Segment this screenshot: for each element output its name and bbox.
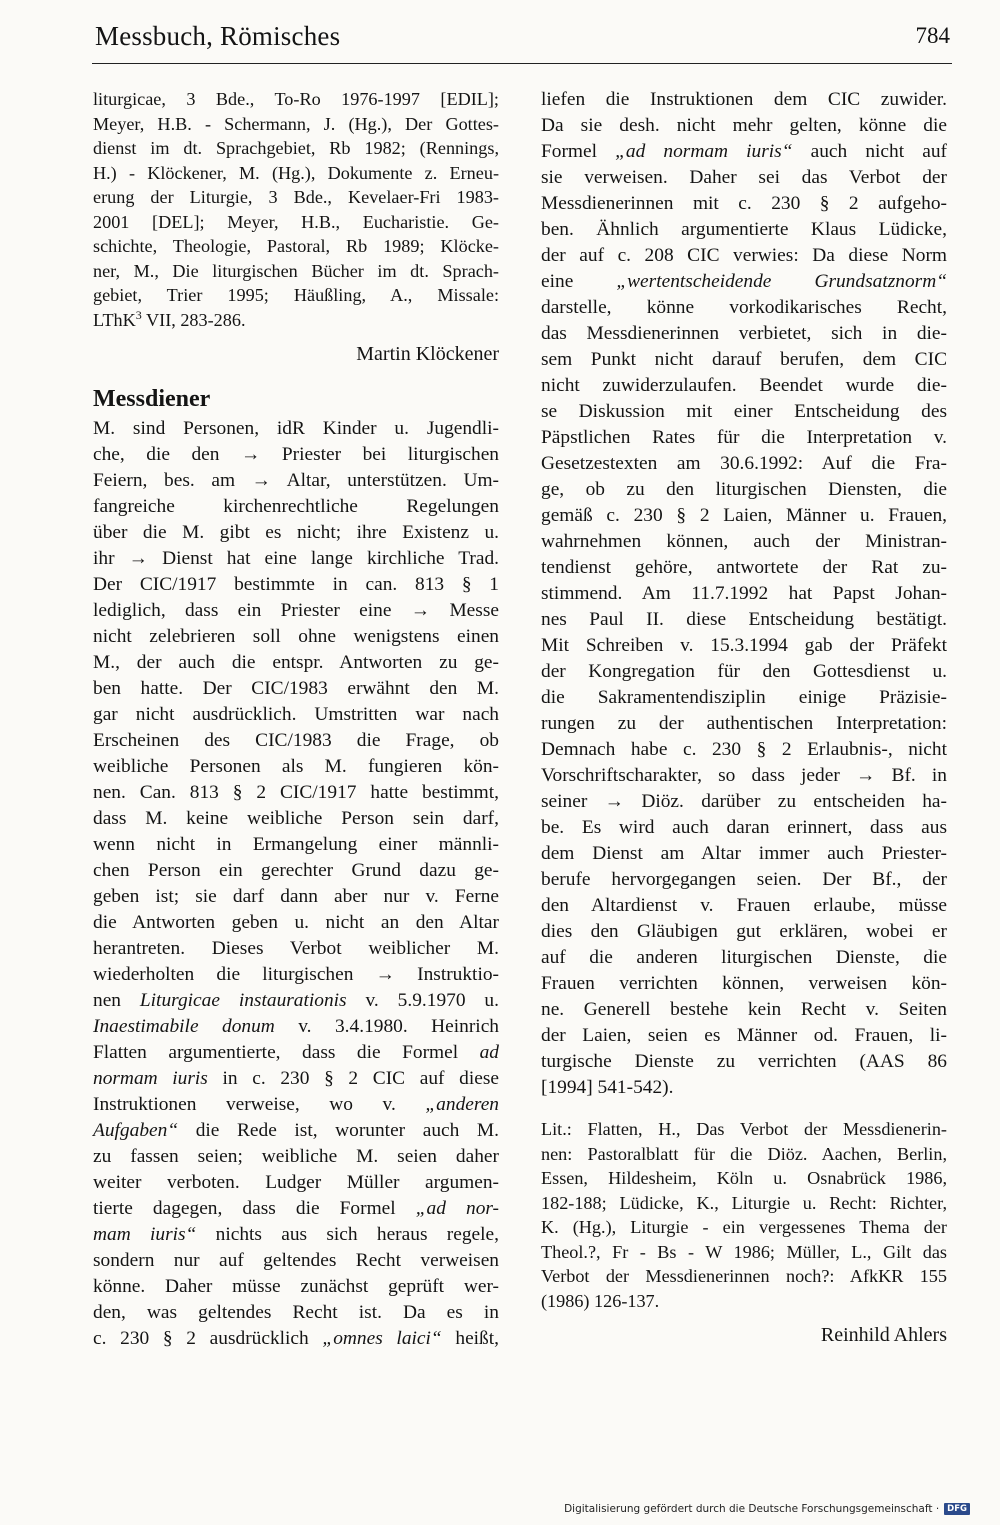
page-number: 784 — [915, 23, 950, 48]
body-line: tierte dagegen, dass die Formel „ad nor- — [93, 1198, 500, 1219]
body-line: wiederholten die liturgischen → Instruktio- — [93, 964, 499, 985]
literature-line: erung der Liturgie, 3 Bde., Kevelaer-Fri 1983- — [93, 187, 499, 207]
literature-line: dienst im dt. Sprachgebiet, Rb 1982; (Rennings, — [93, 138, 499, 158]
literature-line: Theol.?, Fr - Bs - W 1986; Müller, L., Gilt das — [541, 1241, 947, 1262]
literature-line: ner, M., Die liturgischen Bücher im dt. Sprach- — [93, 260, 499, 281]
author-signature: Martin Klöckener — [356, 343, 499, 365]
body-line: mam iuris“ nichts aus sich heraus regele, — [93, 1224, 499, 1245]
body-line: nicht zelebrieren soll ohne wenigstens einen — [93, 626, 499, 647]
body-line: sie verweisen. Daher sei das Verbot der — [541, 167, 947, 188]
body-line: das Messdienerinnen verbietet, sich in die- — [541, 323, 947, 344]
body-line: der Laien, seien es Männer od. Frauen, li- — [541, 1025, 947, 1046]
body-line: die Antworten geben u. nicht an den Altar — [93, 912, 499, 933]
body-line: tendienst gehöre, antwortete der Rat zu- — [541, 557, 947, 578]
body-line: turgische Dienste zu verrichten (AAS 86 — [541, 1051, 947, 1072]
body-line: den Altardienst v. Frauen erlaube, müsse — [541, 895, 947, 916]
body-line: [1994] 541-542). — [541, 1077, 674, 1098]
article-body — [93, 416, 499, 988]
body-line: c. 230 § 2 ausdrücklich „omnes laici“ heißt, — [93, 1328, 499, 1349]
body-line: ge, ob zu den liturgischen Diensten, die — [541, 479, 947, 500]
body-line: weiter verboten. Ludger Müller argumen- — [93, 1172, 499, 1193]
footer-text: Digitalisierung gefördert durch die Deutsche Forschungsgemeinschaft · — [564, 1503, 940, 1515]
body-line: sondern nur auf geltendes Recht verweisen — [93, 1250, 499, 1271]
body-line: über die M. gibt es nicht; ihre Existenz u. — [93, 522, 499, 543]
literature-line: gebiet, Trier 1995; Häußling, A., Missale: — [93, 285, 499, 305]
body-line: nen. Can. 813 § 2 CIC/1917 hatte bestimmt, — [93, 782, 499, 803]
body-line: Päpstlichen Rates für die Interpretation v. — [541, 427, 947, 448]
body-line: M. sind Personen, idR Kinder u. Jugendli- — [93, 418, 499, 439]
body-line: Da sie desh. nicht mehr gelten, könne die — [541, 115, 947, 136]
body-line: den, was geltendes Recht ist. Da es in — [93, 1302, 499, 1323]
body-line: ben hatte. Der CIC/1983 erwähnt den M. — [93, 678, 499, 699]
body-line: se Diskussion mit einer Entscheidung des — [541, 401, 947, 422]
right-column — [541, 87, 947, 1349]
body-line: eine „wertentscheidende Grundsatznorm“ — [541, 271, 947, 292]
literature-list — [93, 87, 499, 308]
body-line: Erscheinen des CIC/1983 die Frage, ob — [93, 730, 499, 751]
body-line: Inaestimabile donum v. 3.4.1980. Heinrich — [93, 1016, 499, 1037]
body-line: be. Es wird auch daran erinnert, dass aus — [541, 817, 947, 838]
body-line: Formel „ad normam iuris“ auch nicht auf — [541, 141, 947, 162]
body-line: zu fassen seien; weibliche M. seien daher — [93, 1146, 499, 1167]
body-line: che, die den → Priester bei liturgischen — [93, 444, 499, 465]
literature-line: H.) - Klöckener, M. (Hg.), Dokumente z. Erneu- — [93, 162, 499, 183]
body-line: normam iuris in c. 230 § 2 CIC auf diese — [93, 1068, 499, 1089]
literature-list — [541, 1117, 947, 1289]
digitization-footer — [564, 1503, 970, 1515]
literature-line: LThK$^3$ VII, 283-286. — [93, 307, 246, 330]
body-line: Messdienerinnen mit c. 230 § 2 aufgeho- — [541, 193, 947, 214]
literature-line: schichte, Theologie, Pastoral, Rb 1989; Klöcke- — [93, 236, 499, 256]
article-heading: Messdiener — [93, 386, 211, 412]
body-line: wahrnehmen können, auch der Ministran- — [541, 531, 947, 552]
body-line: nen Liturgicae instaurationis v. 5.9.1970 u. — [93, 990, 499, 1011]
body-line: weibliche Personen als M. fungieren kön- — [93, 756, 499, 777]
page-header — [95, 18, 950, 60]
dfg-logo: DFG — [944, 1503, 970, 1515]
body-line: ben. Ähnlich argumentierte Klaus Lüdicke, — [541, 219, 947, 240]
body-line: der Kongregation für den Gottesdienst u. — [541, 661, 947, 682]
article-body-continued — [541, 295, 947, 1075]
literature-line: Verbot der Messdienerinnen noch?: AfkKR 155 — [541, 1266, 947, 1286]
body-line: Gesetzestexten am 30.6.1992: Auf die Fra- — [541, 453, 947, 474]
body-line: Demnach habe c. 230 § 2 Erlaubnis-, nicht — [541, 739, 947, 760]
body-line: lediglich, dass ein Priester eine → Messe — [93, 600, 499, 621]
body-line: sem Punkt nicht darauf berufen, dem CIC — [541, 349, 947, 370]
header-rule — [92, 63, 952, 64]
body-line: gar nicht ausdrücklich. Umstritten war nach — [93, 704, 499, 725]
body-line: Instruktionen verweise, wo v. „anderen — [93, 1094, 499, 1115]
body-line: könne. Daher müsse zunächst geprüft wer- — [93, 1276, 499, 1297]
body-line: der auf c. 208 CIC verwies: Da diese Norm — [541, 245, 947, 266]
body-line: stimmend. Am 11.7.1992 hat Papst Johan- — [541, 583, 947, 604]
literature-line: Lit.: Flatten, H., Das Verbot der Messdienerin- — [541, 1119, 947, 1139]
body-line: Frauen verrichten können, verweisen kön- — [541, 973, 947, 994]
body-line: liefen die Instruktionen dem CIC zuwider. — [541, 89, 947, 110]
body-line: seiner → Diöz. darüber zu entscheiden ha- — [541, 791, 947, 812]
body-line: Der CIC/1917 bestimmte in can. 813 § 1 — [93, 574, 499, 595]
body-line: nes Paul II. diese Entscheidung bestätigt. — [541, 609, 947, 630]
body-line: ne. Generell bestehe kein Recht v. Seiten — [541, 999, 947, 1020]
literature-line: nen: Pastoralblatt für die Diöz. Aachen, Berlin, — [541, 1143, 947, 1164]
body-line: berufe hervorgegangen seien. Der Bf., der — [541, 869, 947, 890]
superscript: 3 — [135, 307, 142, 322]
left-column — [93, 87, 499, 1352]
running-head: Messbuch, Römisches — [95, 21, 341, 51]
body-line: herantreten. Dieses Verbot weiblicher M. — [93, 938, 499, 959]
body-line: geben ist; sie darf dann aber nur v. Ferne — [93, 886, 499, 907]
literature-line: Essen, Hildesheim, Köln u. Osnabrück 1986, — [541, 1168, 947, 1188]
literature-line: 182-188; Lüdicke, K., Liturgie u. Recht: Richter, — [541, 1192, 947, 1213]
body-line: M., der auch die entspr. Antworten zu ge- — [93, 652, 499, 673]
author-signature: Reinhild Ahlers — [820, 1324, 947, 1346]
literature-line: 2001 [DEL]; Meyer, H.B., Eucharistie. Ge- — [93, 211, 499, 232]
body-line: nicht zuwiderzulaufen. Beendet wurde die- — [541, 375, 947, 396]
body-line: Vorschriftscharakter, so dass jeder → Bf. in — [541, 765, 947, 786]
body-line: dem Dienst am Altar immer auch Priester- — [541, 843, 947, 864]
body-line: darstelle, könne vorkodikarisches Recht, — [541, 297, 947, 318]
body-line: die Sakramentendisziplin einige Präzisie- — [541, 687, 947, 708]
literature-line: K. (Hg.), Liturgie - ein vergessenes Thema der — [541, 1217, 947, 1237]
body-line: chen Person ein gerechter Grund dazu ge- — [93, 860, 499, 881]
body-line: Aufgaben“ die Rede ist, worunter auch M. — [93, 1120, 499, 1141]
body-line: ihr → Dienst hat eine lange kirchliche Trad. — [93, 548, 499, 569]
body-line: rungen zu der authentischen Interpretation: — [541, 713, 947, 734]
body-line: dies den Gläubigen gut erklären, wobei er — [541, 921, 947, 942]
body-line: auf die anderen liturgischen Dienste, die — [541, 947, 947, 968]
body-line: Feiern, bes. am → Altar, unterstützen. Um- — [93, 470, 499, 491]
body-line: fangreiche kirchenrechtliche Regelungen — [93, 496, 499, 517]
body-line: Flatten argumentierte, dass die Formel ad — [93, 1042, 499, 1063]
body-line: Mit Schreiben v. 15.3.1994 gab der Präfekt — [541, 635, 947, 656]
body-line: wenn nicht in Ermangelung einer männli- — [93, 834, 499, 855]
body-line: dass M. keine weibliche Person sein darf, — [93, 808, 499, 829]
literature-line: Meyer, H.B. - Schermann, J. (Hg.), Der Gottes- — [93, 113, 499, 134]
literature-line: liturgicae, 3 Bde., To-Ro 1976-1997 [EDIL]; — [93, 89, 499, 109]
literature-line: (1986) 126-137. — [541, 1290, 660, 1311]
body-line: gemäß c. 230 § 2 Laien, Männer u. Frauen, — [541, 505, 947, 526]
